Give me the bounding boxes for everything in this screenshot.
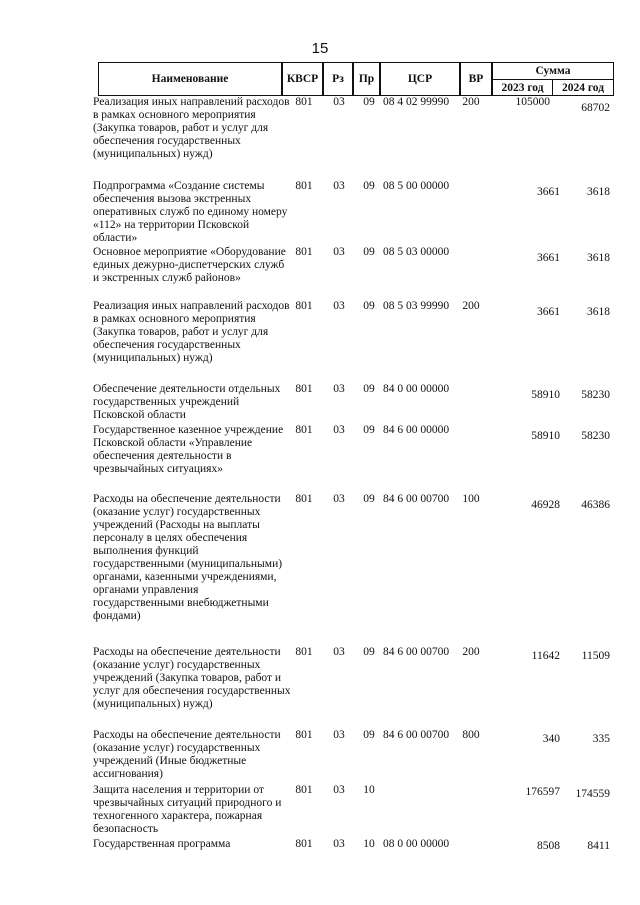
row-name: Реализация иных направлений расходов в рамках основного мероприятия (Закупка товаров, работ и услуг для обеспечения государственных (муниципальных) нужд) bbox=[93, 96, 290, 160]
row-name: Государственная программа bbox=[93, 838, 231, 850]
row-kvsr: 801 bbox=[295, 96, 313, 108]
row-name: Подпрограмма «Создание системы обеспечения вызова экстренных оперативных служб по единому номеру «112» на территории Псковской области» bbox=[93, 180, 288, 244]
row-2023: 3661 bbox=[537, 186, 560, 198]
row-vr: 200 bbox=[462, 96, 480, 108]
row-name: Основное мероприятие «Оборудование единых дежурно-диспетчерских служб и экстренных служб районов» bbox=[93, 246, 286, 284]
row-2023: 8508 bbox=[537, 840, 560, 852]
row-vr: 100 bbox=[462, 493, 480, 505]
row-2024: 46386 bbox=[581, 499, 610, 511]
row-kvsr: 801 bbox=[295, 646, 313, 658]
row-name: Реализация иных направлений расходов в рамках основного мероприятия (Закупка товаров, работ и услуг для обеспечения государственных (муниципальных) нужд) bbox=[93, 300, 290, 364]
row-rz: 03 bbox=[333, 96, 345, 108]
row-rz: 03 bbox=[333, 300, 345, 312]
row-2024: 3618 bbox=[587, 252, 610, 264]
header-pr: Пр bbox=[353, 62, 380, 96]
header-year-2023: 2023 год bbox=[492, 79, 553, 96]
row-name: Расходы на обеспечение деятельности (оказание услуг) государственных учреждений (Закупка товаров, работ и услуг для обеспечения государственных (муниципальных) нужд) bbox=[93, 646, 291, 710]
row-kvsr: 801 bbox=[295, 784, 313, 796]
row-pr: 10 bbox=[363, 784, 375, 796]
row-2023: 11642 bbox=[531, 650, 560, 662]
row-name: Расходы на обеспечение деятельности (оказание услуг) государственных учреждений (Расходы на выплаты персоналу в целях обеспечения выполнения функций государственными (муниципальными) органами, казенными учреждениями, органами управления государственными внебюджетными фондами) bbox=[93, 493, 283, 622]
header-sum: Сумма bbox=[492, 62, 614, 80]
row-2024: 174559 bbox=[575, 788, 610, 800]
row-2023: 58910 bbox=[531, 430, 560, 442]
row-kvsr: 801 bbox=[295, 383, 313, 395]
row-rz: 03 bbox=[333, 646, 345, 658]
row-2023: 340 bbox=[542, 733, 560, 745]
row-rz: 03 bbox=[333, 424, 345, 436]
row-2024: 58230 bbox=[581, 430, 610, 442]
row-csr: 08 5 00 00000 bbox=[382, 180, 450, 192]
row-2024: 3618 bbox=[587, 306, 610, 318]
row-csr: 08 0 00 00000 bbox=[382, 838, 450, 850]
row-kvsr: 801 bbox=[295, 729, 313, 741]
row-2024: 3618 bbox=[587, 186, 610, 198]
row-pr: 09 bbox=[363, 493, 375, 505]
row-vr: 800 bbox=[462, 729, 480, 741]
row-kvsr: 801 bbox=[295, 424, 313, 436]
header-rz: Рз bbox=[323, 62, 353, 96]
row-kvsr: 801 bbox=[295, 246, 313, 258]
row-rz: 03 bbox=[333, 493, 345, 505]
row-csr: 84 6 00 00700 bbox=[382, 729, 450, 741]
row-name: Обеспечение деятельности отдельных государственных учреждений Псковской области bbox=[93, 383, 281, 421]
row-name: Государственное казенное учреждение Псковской области «Управление обеспечения деятельности в чрезвычайных ситуациях» bbox=[93, 424, 284, 475]
row-pr: 09 bbox=[363, 424, 375, 436]
row-rz: 03 bbox=[333, 383, 345, 395]
row-rz: 03 bbox=[333, 784, 345, 796]
header-csr: ЦСР bbox=[380, 62, 460, 96]
row-pr: 09 bbox=[363, 383, 375, 395]
page-number: 15 bbox=[311, 40, 329, 57]
row-kvsr: 801 bbox=[295, 300, 313, 312]
row-csr: 08 5 03 99990 bbox=[382, 300, 450, 312]
header-vr: ВР bbox=[460, 62, 492, 96]
row-pr: 09 bbox=[363, 96, 375, 108]
row-pr: 09 bbox=[363, 646, 375, 658]
row-2023: 3661 bbox=[537, 306, 560, 318]
row-2023: 58910 bbox=[531, 389, 560, 401]
row-pr: 10 bbox=[363, 838, 375, 850]
row-rz: 03 bbox=[333, 180, 345, 192]
row-csr: 84 6 00 00700 bbox=[382, 646, 450, 658]
row-2024: 68702 bbox=[581, 102, 610, 114]
row-pr: 09 bbox=[363, 300, 375, 312]
row-2024: 335 bbox=[592, 733, 610, 745]
row-pr: 09 bbox=[363, 180, 375, 192]
row-2024: 11509 bbox=[581, 650, 610, 662]
row-name: Расходы на обеспечение деятельности (оказание услуг) государственных учреждений (Иные бюджетные ассигнования) bbox=[93, 729, 281, 780]
row-2024: 58230 bbox=[581, 389, 610, 401]
row-kvsr: 801 bbox=[295, 180, 313, 192]
row-csr: 08 5 03 00000 bbox=[382, 246, 450, 258]
row-rz: 03 bbox=[333, 838, 345, 850]
row-rz: 03 bbox=[333, 246, 345, 258]
row-2023: 176597 bbox=[525, 786, 560, 798]
row-vr: 200 bbox=[462, 300, 480, 312]
row-vr: 200 bbox=[462, 646, 480, 658]
row-name: Защита населения и территории от чрезвычайных ситуаций природного и техногенного характера, пожарная безопасность bbox=[93, 784, 282, 835]
row-kvsr: 801 bbox=[295, 493, 313, 505]
row-csr: 84 6 00 00000 bbox=[382, 424, 450, 436]
header-kvsr: КВСР bbox=[282, 62, 323, 96]
row-pr: 09 bbox=[363, 246, 375, 258]
row-2023: 3661 bbox=[537, 252, 560, 264]
row-kvsr: 801 bbox=[295, 838, 313, 850]
header-year-2024: 2024 год bbox=[552, 79, 614, 96]
row-rz: 03 bbox=[333, 729, 345, 741]
row-csr: 84 0 00 00000 bbox=[382, 383, 450, 395]
row-2023: 105000 bbox=[515, 96, 550, 108]
row-pr: 09 bbox=[363, 729, 375, 741]
row-2024: 8411 bbox=[587, 840, 610, 852]
row-csr: 08 4 02 99990 bbox=[382, 96, 450, 108]
row-csr: 84 6 00 00700 bbox=[382, 493, 450, 505]
row-2023: 46928 bbox=[531, 499, 560, 511]
header-name: Наименование bbox=[98, 62, 282, 96]
